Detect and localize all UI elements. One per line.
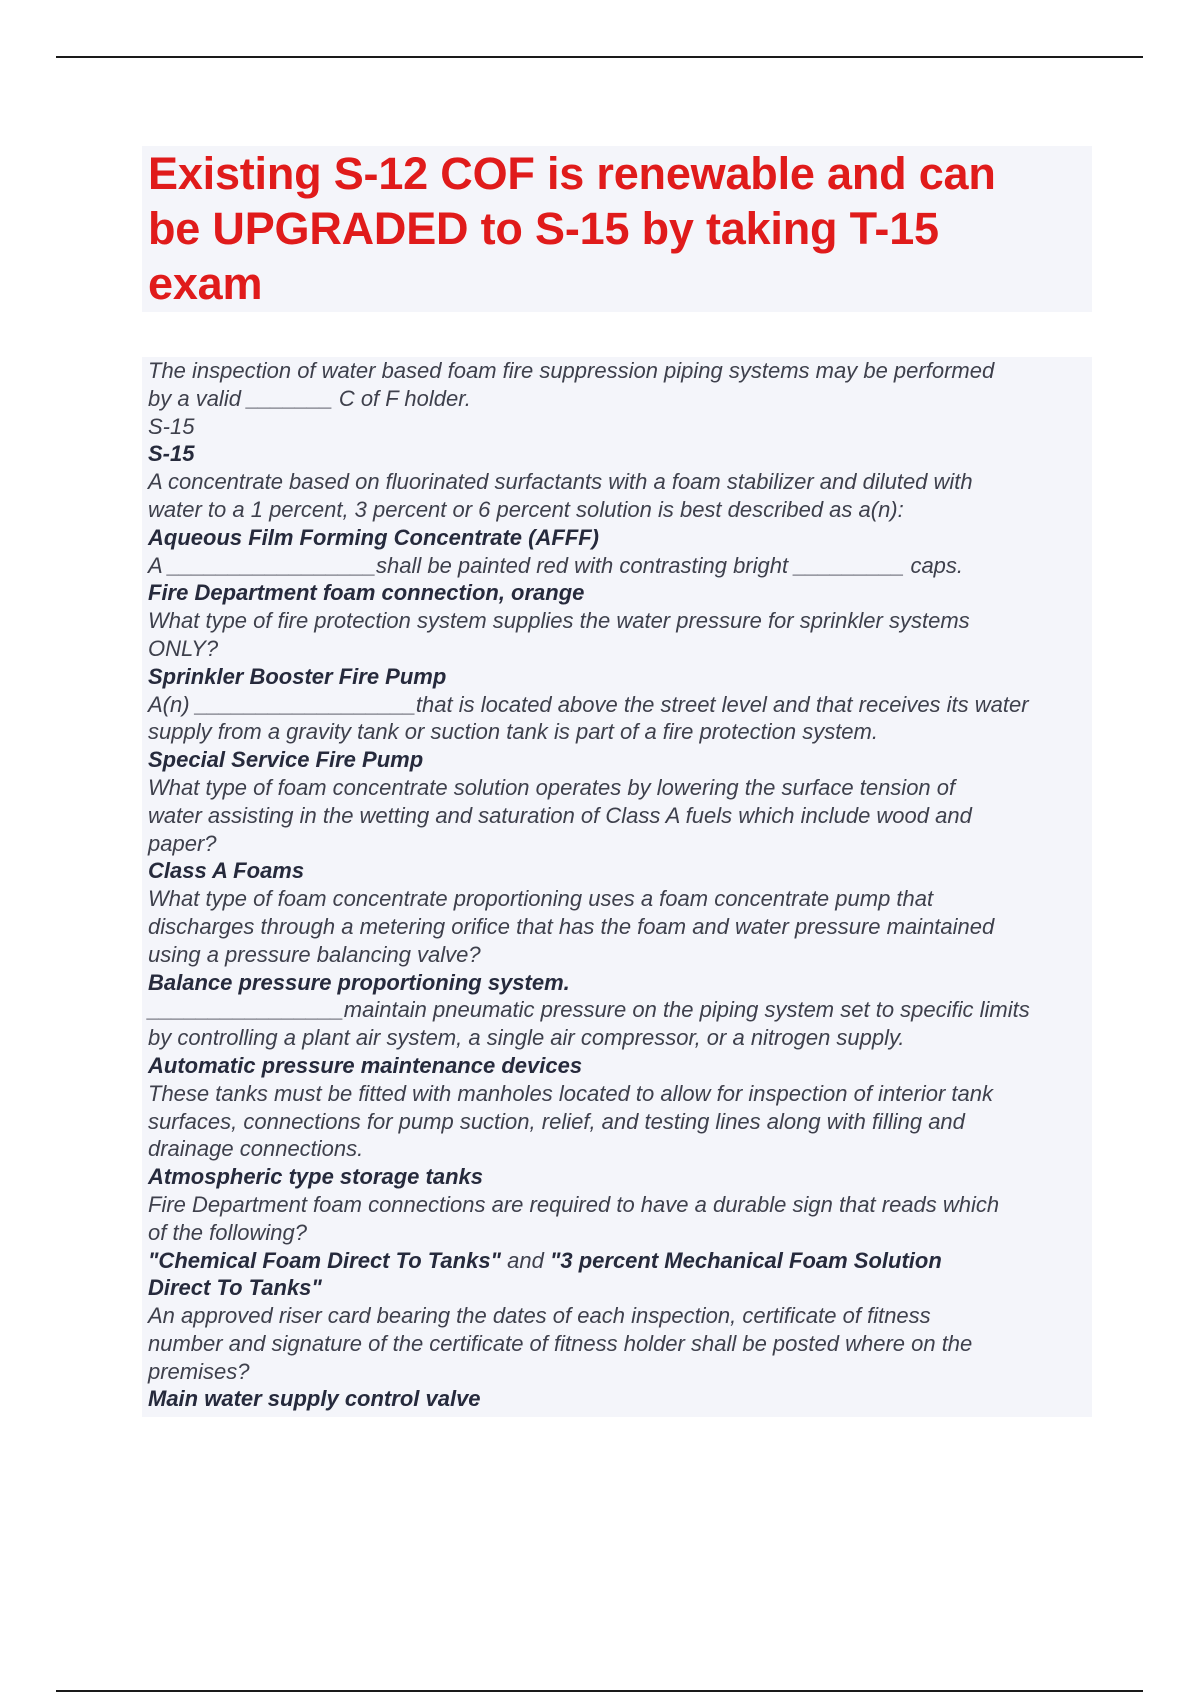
question-line: Fire Department foam connections are required to have a durable sign that reads which: [148, 1191, 1000, 1217]
answer-line: Fire Department foam connection, orange: [148, 580, 585, 606]
answer-part: "Chemical Foam Direct To Tanks": [148, 1247, 501, 1273]
question-line: S-15: [148, 413, 195, 439]
question-line: drainage connections.: [148, 1136, 364, 1162]
answer-line: Sprinkler Booster Fire Pump: [148, 663, 447, 689]
answer-line: [148, 1247, 1086, 1275]
question-line: A(n) __________________that is located above the street level and that receives its water: [148, 691, 1029, 717]
title-line: be UPGRADED to S-15 by taking T-15: [148, 203, 939, 254]
answer-connector: and: [501, 1247, 550, 1273]
question-line: What type of fire protection system supplies the water pressure for sprinkler systems: [148, 608, 970, 634]
answer-line: Main water supply control valve: [148, 1386, 481, 1412]
answer-line: Atmospheric type storage tanks: [148, 1164, 483, 1190]
answer-line: Balance pressure proportioning system.: [148, 969, 570, 995]
question-line: An approved riser card bearing the dates of each inspection, certificate of fitness: [148, 1303, 931, 1329]
question-line: ONLY?: [148, 635, 219, 661]
question-line: water to a 1 percent, 3 percent or 6 percent solution is best described as a(n):: [148, 496, 904, 522]
question-line: What type of foam concentrate solution operates by lowering the surface tension of: [148, 774, 956, 800]
question-line: by controlling a plant air system, a single air compressor, or a nitrogen supply.: [148, 1025, 905, 1051]
question-line: These tanks must be fitted with manholes located to allow for inspection of interior tank: [148, 1080, 993, 1106]
answer-part: "3 percent Mechanical Foam Solution: [549, 1247, 942, 1273]
answer-line: S-15: [148, 441, 195, 467]
title-panel: [142, 146, 1092, 312]
question-line: paper?: [148, 830, 217, 856]
question-line: The inspection of water based foam fire suppression piping systems may be performed: [148, 358, 995, 383]
qa-panel: [142, 357, 1092, 1417]
answer-line: Automatic pressure maintenance devices: [148, 1052, 583, 1078]
title-line: exam: [148, 258, 263, 309]
header-rule: [56, 56, 1143, 58]
question-line: ________________maintain pneumatic pressure on the piping system set to specific limits: [148, 997, 1030, 1023]
question-line: number and signature of the certificate of fitness holder shall be posted where on the: [148, 1330, 973, 1356]
question-line: supply from a gravity tank or suction tank is part of a fire protection system.: [148, 719, 878, 745]
question-line: A concentrate based on fluorinated surfactants with a foam stabilizer and diluted with: [148, 469, 973, 495]
question-line: using a pressure balancing valve?: [148, 941, 481, 967]
footer-rule: [56, 1690, 1143, 1692]
answer-line: Special Service Fire Pump: [148, 747, 424, 773]
answer-line: Direct To Tanks": [148, 1275, 322, 1301]
page-title: [148, 146, 1086, 311]
question-line: by a valid _______ C of F holder.: [148, 385, 471, 411]
question-line: surfaces, connections for pump suction, relief, and testing lines along with filling and: [148, 1108, 965, 1134]
question-line: water assisting in the wetting and saturation of Class A fuels which include wood and: [148, 802, 972, 828]
question-line: discharges through a metering orifice that has the foam and water pressure maintained: [148, 913, 995, 939]
question-line: A _________________shall be painted red with contrasting bright _________ caps.: [148, 552, 964, 578]
question-line: What type of foam concentrate proportioning uses a foam concentrate pump that: [148, 886, 934, 912]
answer-line: Aqueous Film Forming Concentrate (AFFF): [148, 524, 599, 550]
title-line: Existing S-12 COF is renewable and can: [148, 148, 996, 199]
question-line: premises?: [148, 1358, 250, 1384]
answer-line: Class A Foams: [148, 858, 305, 884]
question-line: of the following?: [148, 1219, 307, 1245]
